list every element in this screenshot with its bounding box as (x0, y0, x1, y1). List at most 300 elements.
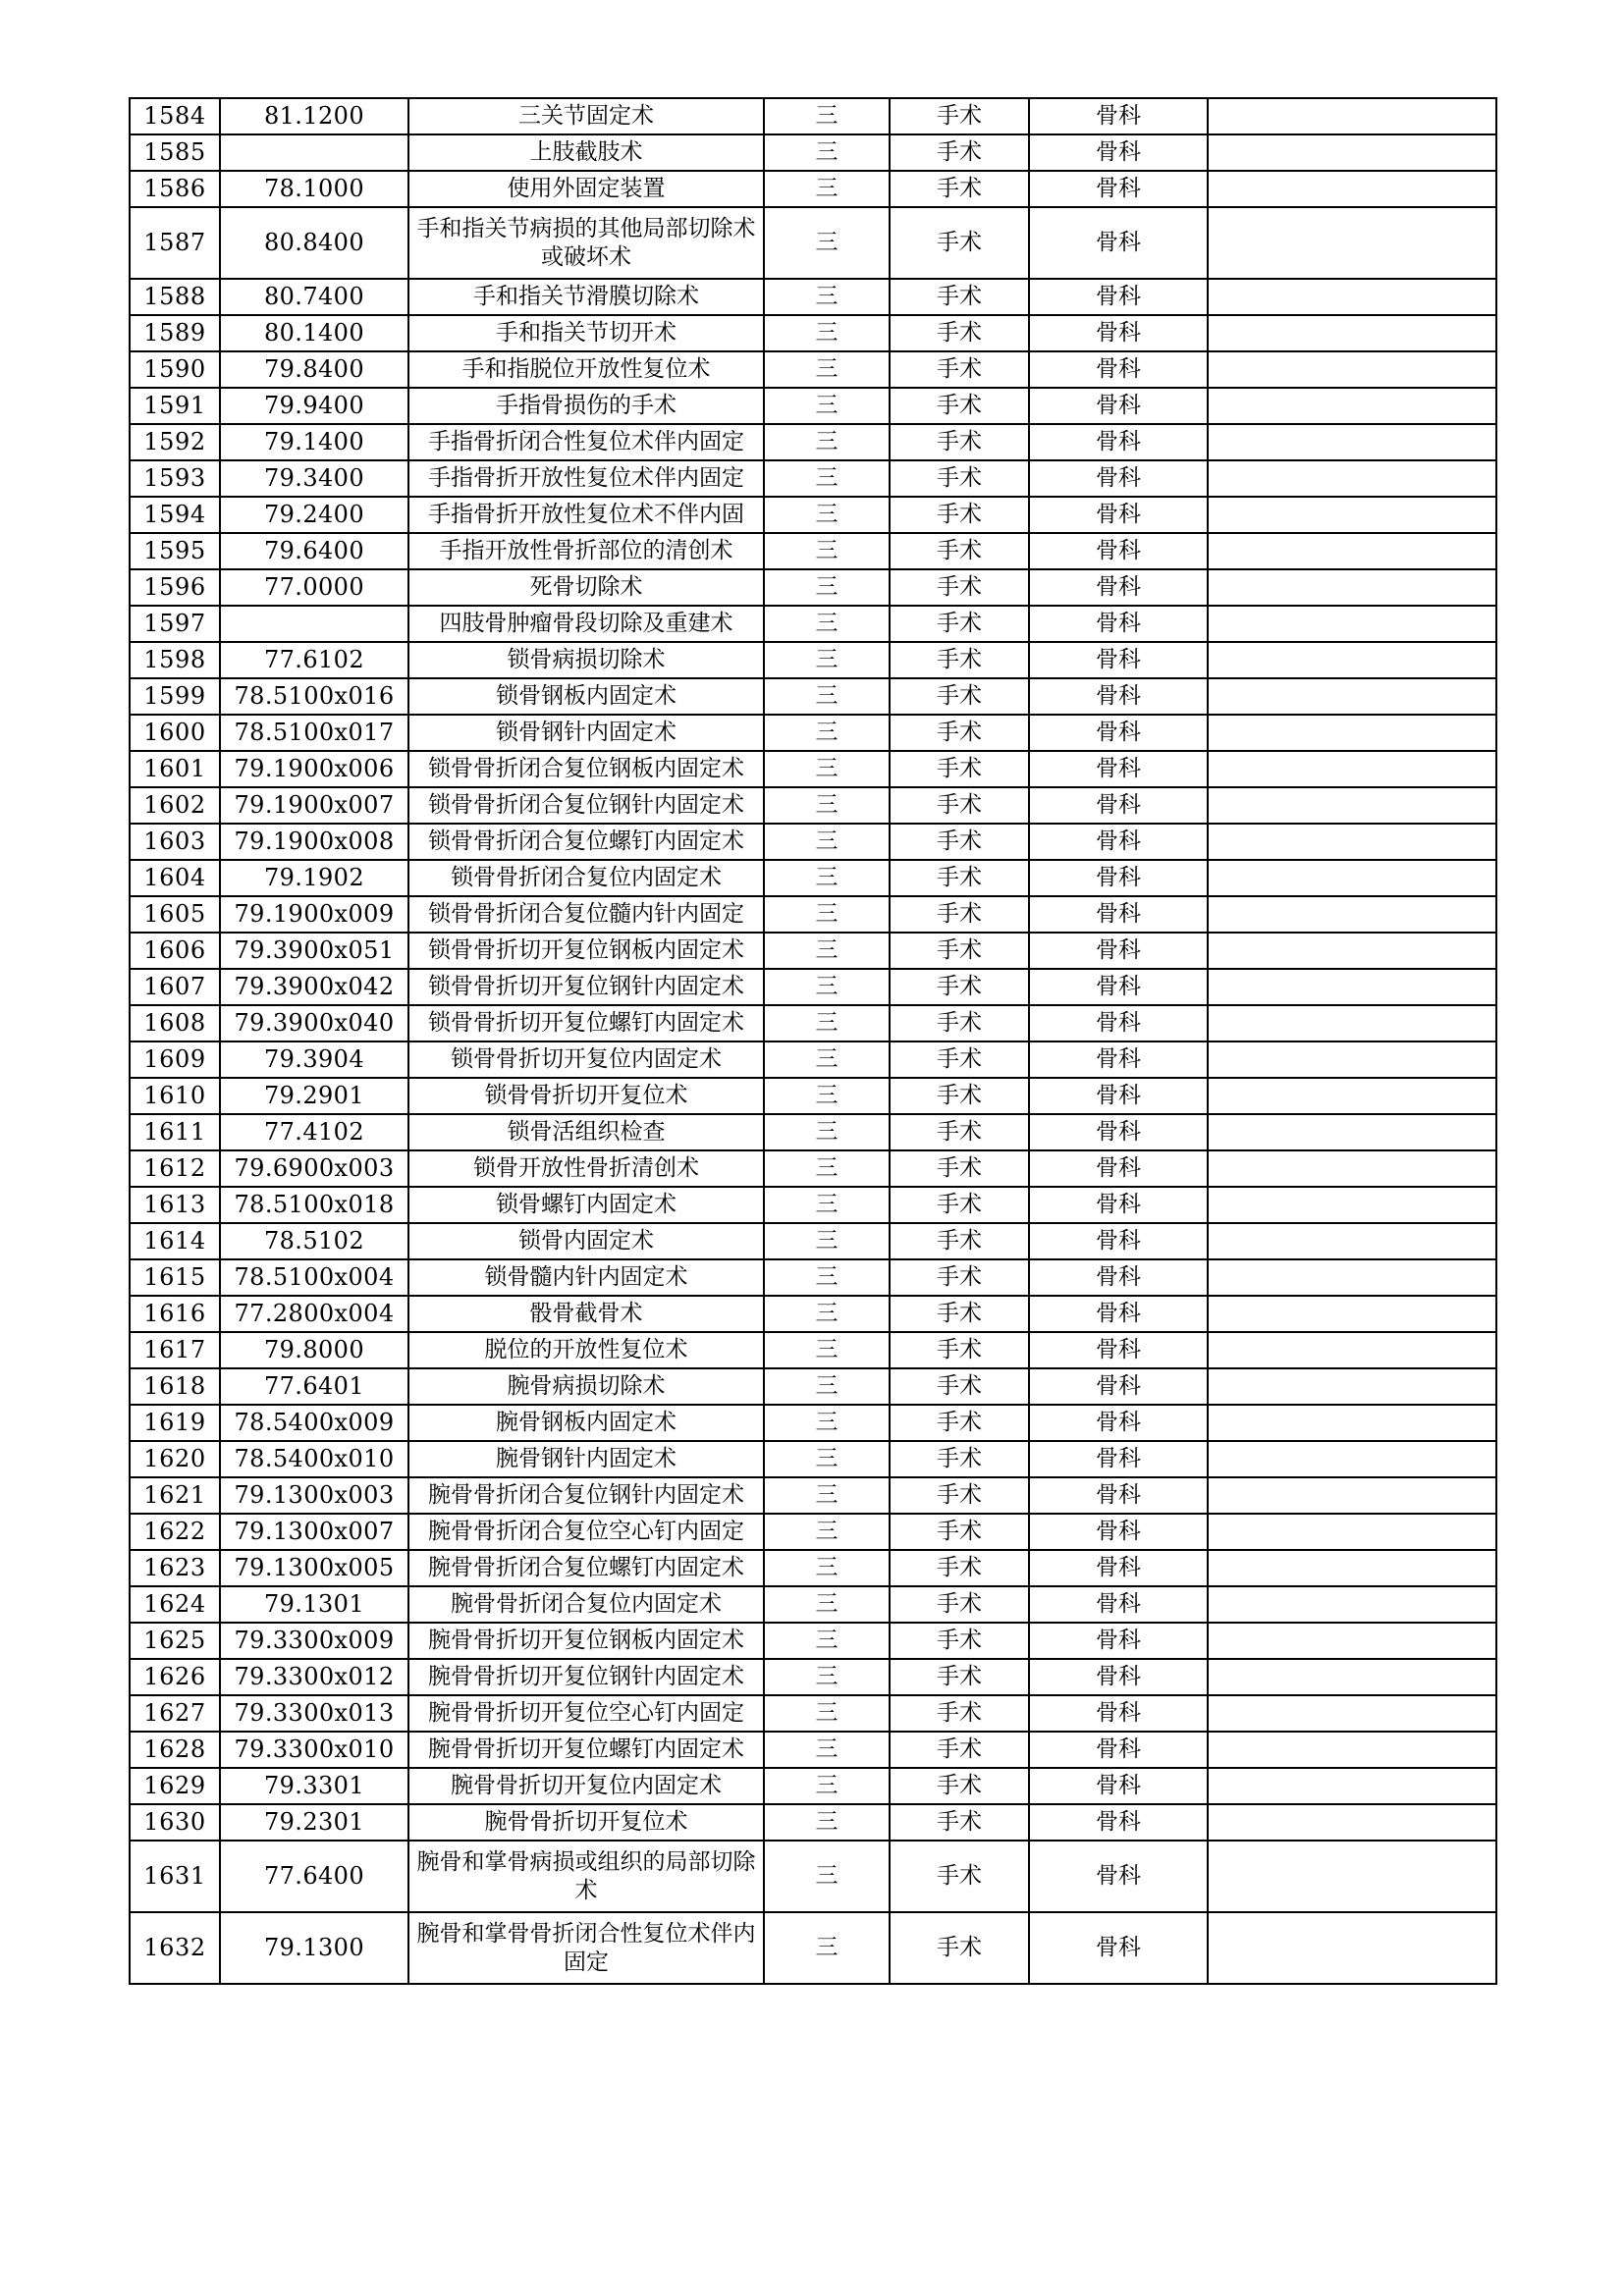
table-row (130, 1259, 1496, 1296)
table-row (130, 715, 1496, 751)
cell-type: 手术 (890, 569, 1029, 606)
cell-level: 三 (764, 1296, 890, 1332)
cell-department: 骨科 (1029, 569, 1208, 606)
cell-blank (1208, 171, 1496, 207)
cell-level: 三 (764, 1695, 890, 1732)
cell-procedure-name: 腕骨骨折切开复位内固定术 (408, 1768, 764, 1804)
cell-procedure-name: 锁骨病损切除术 (408, 642, 764, 678)
cell-department: 骨科 (1029, 533, 1208, 569)
table-row (130, 896, 1496, 933)
table-row (130, 315, 1496, 351)
cell-type: 手术 (890, 460, 1029, 497)
cell-type: 手术 (890, 606, 1029, 642)
cell-level: 三 (764, 1912, 890, 1984)
cell-type: 手术 (890, 171, 1029, 207)
table-row (130, 1477, 1496, 1514)
cell-procedure-code: 79.6400 (220, 533, 408, 569)
cell-sequence: 1604 (130, 860, 220, 896)
cell-type: 手术 (890, 1768, 1029, 1804)
cell-procedure-name: 锁骨骨折切开复位钢针内固定术 (408, 969, 764, 1005)
cell-procedure-code: 79.8000 (220, 1332, 408, 1368)
cell-blank (1208, 460, 1496, 497)
cell-sequence: 1593 (130, 460, 220, 497)
cell-procedure-code: 79.9400 (220, 388, 408, 424)
cell-sequence: 1598 (130, 642, 220, 678)
table-row (130, 1732, 1496, 1768)
cell-level: 三 (764, 642, 890, 678)
cell-blank (1208, 1041, 1496, 1078)
cell-blank (1208, 787, 1496, 824)
cell-procedure-code: 79.3300x009 (220, 1623, 408, 1659)
cell-level: 三 (764, 460, 890, 497)
cell-department: 骨科 (1029, 969, 1208, 1005)
cell-department: 骨科 (1029, 279, 1208, 315)
cell-department: 骨科 (1029, 1586, 1208, 1623)
table-container (129, 97, 1495, 1985)
cell-department: 骨科 (1029, 1296, 1208, 1332)
cell-blank (1208, 1005, 1496, 1041)
cell-department: 骨科 (1029, 1114, 1208, 1150)
table-row (130, 824, 1496, 860)
cell-procedure-code: 79.1300 (220, 1912, 408, 1984)
cell-type: 手术 (890, 1332, 1029, 1368)
cell-type: 手术 (890, 969, 1029, 1005)
cell-procedure-name: 锁骨骨折切开复位螺钉内固定术 (408, 1005, 764, 1041)
cell-blank (1208, 388, 1496, 424)
cell-procedure-code: 77.4102 (220, 1114, 408, 1150)
cell-blank (1208, 279, 1496, 315)
table-row (130, 533, 1496, 569)
table-row (130, 1659, 1496, 1695)
cell-procedure-name: 锁骨骨折切开复位术 (408, 1078, 764, 1114)
cell-department: 骨科 (1029, 1804, 1208, 1841)
cell-procedure-name: 腕骨病损切除术 (408, 1368, 764, 1405)
cell-level: 三 (764, 171, 890, 207)
cell-procedure-name: 手和指关节滑膜切除术 (408, 279, 764, 315)
cell-procedure-name: 腕骨骨折切开复位术 (408, 1804, 764, 1841)
table-row (130, 460, 1496, 497)
cell-procedure-name: 腕骨骨折切开复位钢针内固定术 (408, 1659, 764, 1695)
cell-procedure-code: 79.1900x009 (220, 896, 408, 933)
cell-type: 手术 (890, 1150, 1029, 1187)
cell-department: 骨科 (1029, 388, 1208, 424)
cell-level: 三 (764, 533, 890, 569)
table-row (130, 388, 1496, 424)
cell-blank (1208, 969, 1496, 1005)
cell-sequence: 1590 (130, 351, 220, 388)
cell-type: 手术 (890, 1912, 1029, 1984)
table-row (130, 1550, 1496, 1586)
cell-department: 骨科 (1029, 1332, 1208, 1368)
cell-sequence: 1599 (130, 678, 220, 715)
cell-procedure-code: 79.2901 (220, 1078, 408, 1114)
cell-blank (1208, 569, 1496, 606)
cell-department: 骨科 (1029, 171, 1208, 207)
table-row (130, 1187, 1496, 1223)
cell-sequence: 1609 (130, 1041, 220, 1078)
cell-type: 手术 (890, 1659, 1029, 1695)
cell-blank (1208, 533, 1496, 569)
cell-procedure-name: 脱位的开放性复位术 (408, 1332, 764, 1368)
cell-type: 手术 (890, 1368, 1029, 1405)
cell-procedure-code: 78.5100x016 (220, 678, 408, 715)
cell-department: 骨科 (1029, 933, 1208, 969)
cell-level: 三 (764, 98, 890, 134)
cell-level: 三 (764, 1586, 890, 1623)
surgical-procedure-table (129, 97, 1497, 1985)
cell-procedure-code: 79.3400 (220, 460, 408, 497)
cell-sequence: 1605 (130, 896, 220, 933)
cell-procedure-code: 78.5100x018 (220, 1187, 408, 1223)
cell-blank (1208, 933, 1496, 969)
cell-type: 手术 (890, 1550, 1029, 1586)
cell-sequence: 1596 (130, 569, 220, 606)
cell-department: 骨科 (1029, 1695, 1208, 1732)
table-body (130, 98, 1496, 1984)
cell-level: 三 (764, 1005, 890, 1041)
cell-procedure-code: 79.1300x007 (220, 1514, 408, 1550)
cell-blank (1208, 1623, 1496, 1659)
cell-type: 手术 (890, 1005, 1029, 1041)
cell-procedure-code: 80.1400 (220, 315, 408, 351)
cell-level: 三 (764, 1441, 890, 1477)
table-row (130, 860, 1496, 896)
cell-procedure-name: 腕骨骨折闭合复位钢针内固定术 (408, 1477, 764, 1514)
cell-sequence: 1584 (130, 98, 220, 134)
cell-blank (1208, 1441, 1496, 1477)
cell-procedure-code: 77.0000 (220, 569, 408, 606)
table-row (130, 787, 1496, 824)
cell-level: 三 (764, 569, 890, 606)
cell-level: 三 (764, 388, 890, 424)
cell-level: 三 (764, 1405, 890, 1441)
cell-level: 三 (764, 933, 890, 969)
cell-level: 三 (764, 751, 890, 787)
table-row (130, 1804, 1496, 1841)
cell-type: 手术 (890, 787, 1029, 824)
cell-procedure-name: 锁骨骨折闭合复位钢针内固定术 (408, 787, 764, 824)
cell-blank (1208, 98, 1496, 134)
table-row (130, 1768, 1496, 1804)
cell-procedure-code: 79.1301 (220, 1586, 408, 1623)
cell-level: 三 (764, 1841, 890, 1912)
cell-blank (1208, 1114, 1496, 1150)
table-row (130, 1296, 1496, 1332)
cell-procedure-name: 腕骨骨折切开复位钢板内固定术 (408, 1623, 764, 1659)
table-row (130, 1332, 1496, 1368)
cell-procedure-code: 79.1900x007 (220, 787, 408, 824)
cell-type: 手术 (890, 207, 1029, 279)
cell-level: 三 (764, 715, 890, 751)
cell-department: 骨科 (1029, 207, 1208, 279)
cell-type: 手术 (890, 134, 1029, 171)
cell-procedure-code: 79.1902 (220, 860, 408, 896)
cell-level: 三 (764, 315, 890, 351)
cell-department: 骨科 (1029, 678, 1208, 715)
cell-type: 手术 (890, 1296, 1029, 1332)
cell-level: 三 (764, 1768, 890, 1804)
cell-procedure-name: 手和指关节切开术 (408, 315, 764, 351)
cell-department: 骨科 (1029, 1078, 1208, 1114)
cell-sequence: 1624 (130, 1586, 220, 1623)
cell-procedure-name: 腕骨钢针内固定术 (408, 1441, 764, 1477)
cell-procedure-name: 手指骨折闭合性复位术伴内固定 (408, 424, 764, 460)
cell-level: 三 (764, 351, 890, 388)
cell-blank (1208, 1695, 1496, 1732)
cell-department: 骨科 (1029, 460, 1208, 497)
cell-sequence: 1613 (130, 1187, 220, 1223)
cell-procedure-name: 锁骨螺钉内固定术 (408, 1187, 764, 1223)
cell-blank (1208, 1405, 1496, 1441)
table-row (130, 678, 1496, 715)
cell-sequence: 1601 (130, 751, 220, 787)
cell-type: 手术 (890, 1441, 1029, 1477)
cell-procedure-name: 腕骨骨折闭合复位内固定术 (408, 1586, 764, 1623)
cell-sequence: 1630 (130, 1804, 220, 1841)
cell-sequence: 1614 (130, 1223, 220, 1259)
cell-type: 手术 (890, 1732, 1029, 1768)
cell-blank (1208, 1259, 1496, 1296)
cell-sequence: 1607 (130, 969, 220, 1005)
cell-sequence: 1626 (130, 1659, 220, 1695)
cell-procedure-code: 79.3900x042 (220, 969, 408, 1005)
cell-sequence: 1589 (130, 315, 220, 351)
cell-procedure-name: 手指骨损伤的手术 (408, 388, 764, 424)
table-row (130, 1514, 1496, 1550)
cell-level: 三 (764, 207, 890, 279)
table-row (130, 351, 1496, 388)
cell-level: 三 (764, 1332, 890, 1368)
cell-blank (1208, 678, 1496, 715)
cell-procedure-name: 骰骨截骨术 (408, 1296, 764, 1332)
cell-blank (1208, 606, 1496, 642)
cell-procedure-name: 四肢骨肿瘤骨段切除及重建术 (408, 606, 764, 642)
cell-department: 骨科 (1029, 424, 1208, 460)
cell-procedure-code: 79.1900x008 (220, 824, 408, 860)
cell-procedure-name: 腕骨骨折切开复位空心钉内固定 (408, 1695, 764, 1732)
cell-sequence: 1632 (130, 1912, 220, 1984)
cell-type: 手术 (890, 424, 1029, 460)
cell-department: 骨科 (1029, 1405, 1208, 1441)
cell-level: 三 (764, 1078, 890, 1114)
cell-level: 三 (764, 1259, 890, 1296)
cell-blank (1208, 1912, 1496, 1984)
table-row (130, 1114, 1496, 1150)
cell-department: 骨科 (1029, 1841, 1208, 1912)
cell-procedure-name: 锁骨骨折切开复位钢板内固定术 (408, 933, 764, 969)
cell-procedure-name: 上肢截肢术 (408, 134, 764, 171)
cell-blank (1208, 497, 1496, 533)
cell-sequence: 1623 (130, 1550, 220, 1586)
cell-procedure-name: 锁骨骨折切开复位内固定术 (408, 1041, 764, 1078)
cell-sequence: 1606 (130, 933, 220, 969)
cell-type: 手术 (890, 1841, 1029, 1912)
cell-sequence: 1597 (130, 606, 220, 642)
cell-sequence: 1585 (130, 134, 220, 171)
table-row (130, 1223, 1496, 1259)
cell-sequence: 1631 (130, 1841, 220, 1912)
cell-department: 骨科 (1029, 787, 1208, 824)
cell-type: 手术 (890, 642, 1029, 678)
cell-blank (1208, 1223, 1496, 1259)
cell-level: 三 (764, 787, 890, 824)
cell-procedure-code: 79.3300x013 (220, 1695, 408, 1732)
cell-sequence: 1595 (130, 533, 220, 569)
cell-procedure-name: 锁骨内固定术 (408, 1223, 764, 1259)
cell-sequence: 1588 (130, 279, 220, 315)
cell-type: 手术 (890, 678, 1029, 715)
cell-level: 三 (764, 134, 890, 171)
cell-procedure-name: 锁骨骨折闭合复位钢板内固定术 (408, 751, 764, 787)
cell-sequence: 1587 (130, 207, 220, 279)
cell-blank (1208, 1078, 1496, 1114)
table-row (130, 1005, 1496, 1041)
cell-type: 手术 (890, 497, 1029, 533)
cell-procedure-code: 78.5100x004 (220, 1259, 408, 1296)
cell-sequence: 1592 (130, 424, 220, 460)
cell-level: 三 (764, 896, 890, 933)
cell-department: 骨科 (1029, 1623, 1208, 1659)
cell-procedure-code: 77.2800x004 (220, 1296, 408, 1332)
cell-level: 三 (764, 1514, 890, 1550)
cell-department: 骨科 (1029, 1550, 1208, 1586)
cell-procedure-name: 腕骨和掌骨病损或组织的局部切除术 (408, 1841, 764, 1912)
cell-blank (1208, 1514, 1496, 1550)
cell-department: 骨科 (1029, 351, 1208, 388)
cell-procedure-name: 腕骨钢板内固定术 (408, 1405, 764, 1441)
cell-department: 骨科 (1029, 642, 1208, 678)
cell-type: 手术 (890, 1259, 1029, 1296)
table-row (130, 1041, 1496, 1078)
cell-procedure-code: 78.5400x009 (220, 1405, 408, 1441)
table-row (130, 1078, 1496, 1114)
cell-procedure-code: 79.3904 (220, 1041, 408, 1078)
cell-sequence: 1622 (130, 1514, 220, 1550)
cell-procedure-name: 锁骨髓内针内固定术 (408, 1259, 764, 1296)
cell-procedure-code: 79.1300x005 (220, 1550, 408, 1586)
cell-procedure-name: 手指骨折开放性复位术不伴内固 (408, 497, 764, 533)
cell-department: 骨科 (1029, 1041, 1208, 1078)
cell-sequence: 1591 (130, 388, 220, 424)
cell-sequence: 1612 (130, 1150, 220, 1187)
table-row (130, 1912, 1496, 1984)
cell-procedure-name: 手指开放性骨折部位的清创术 (408, 533, 764, 569)
cell-sequence: 1594 (130, 497, 220, 533)
cell-type: 手术 (890, 1041, 1029, 1078)
cell-type: 手术 (890, 715, 1029, 751)
cell-procedure-code: 80.8400 (220, 207, 408, 279)
table-row (130, 933, 1496, 969)
cell-type: 手术 (890, 896, 1029, 933)
cell-sequence: 1602 (130, 787, 220, 824)
cell-type: 手术 (890, 315, 1029, 351)
cell-procedure-code (220, 134, 408, 171)
table-row (130, 279, 1496, 315)
cell-sequence: 1600 (130, 715, 220, 751)
cell-procedure-name: 腕骨骨折切开复位螺钉内固定术 (408, 1732, 764, 1768)
table-row (130, 1841, 1496, 1912)
cell-procedure-code: 79.1900x006 (220, 751, 408, 787)
cell-department: 骨科 (1029, 751, 1208, 787)
cell-type: 手术 (890, 1187, 1029, 1223)
cell-type: 手术 (890, 533, 1029, 569)
cell-department: 骨科 (1029, 1732, 1208, 1768)
cell-level: 三 (764, 1659, 890, 1695)
cell-type: 手术 (890, 279, 1029, 315)
cell-department: 骨科 (1029, 497, 1208, 533)
cell-level: 三 (764, 497, 890, 533)
cell-department: 骨科 (1029, 1187, 1208, 1223)
cell-type: 手术 (890, 1223, 1029, 1259)
table-row (130, 207, 1496, 279)
cell-blank (1208, 351, 1496, 388)
cell-blank (1208, 1296, 1496, 1332)
table-row (130, 1623, 1496, 1659)
cell-department: 骨科 (1029, 1477, 1208, 1514)
cell-blank (1208, 642, 1496, 678)
cell-level: 三 (764, 1150, 890, 1187)
table-row (130, 751, 1496, 787)
cell-blank (1208, 1150, 1496, 1187)
cell-department: 骨科 (1029, 715, 1208, 751)
cell-procedure-name: 三关节固定术 (408, 98, 764, 134)
cell-procedure-code: 81.1200 (220, 98, 408, 134)
cell-procedure-code: 78.1000 (220, 171, 408, 207)
cell-department: 骨科 (1029, 1659, 1208, 1695)
cell-procedure-code: 77.6400 (220, 1841, 408, 1912)
cell-department: 骨科 (1029, 1223, 1208, 1259)
cell-blank (1208, 315, 1496, 351)
cell-level: 三 (764, 860, 890, 896)
cell-type: 手术 (890, 1405, 1029, 1441)
cell-procedure-code: 79.2400 (220, 497, 408, 533)
cell-department: 骨科 (1029, 606, 1208, 642)
cell-sequence: 1615 (130, 1259, 220, 1296)
cell-procedure-name: 死骨切除术 (408, 569, 764, 606)
cell-level: 三 (764, 279, 890, 315)
cell-procedure-name: 腕骨骨折闭合复位空心钉内固定 (408, 1514, 764, 1550)
cell-blank (1208, 1659, 1496, 1695)
cell-procedure-code: 79.6900x003 (220, 1150, 408, 1187)
cell-procedure-code: 78.5100x017 (220, 715, 408, 751)
cell-level: 三 (764, 1187, 890, 1223)
cell-procedure-name: 锁骨骨折闭合复位内固定术 (408, 860, 764, 896)
cell-procedure-name: 锁骨钢针内固定术 (408, 715, 764, 751)
cell-blank (1208, 896, 1496, 933)
cell-procedure-name: 使用外固定装置 (408, 171, 764, 207)
cell-department: 骨科 (1029, 1912, 1208, 1984)
cell-type: 手术 (890, 1477, 1029, 1514)
cell-blank (1208, 1332, 1496, 1368)
cell-procedure-name: 手指骨折开放性复位术伴内固定 (408, 460, 764, 497)
cell-blank (1208, 1841, 1496, 1912)
cell-blank (1208, 1732, 1496, 1768)
table-row (130, 642, 1496, 678)
cell-blank (1208, 1477, 1496, 1514)
cell-department: 骨科 (1029, 1441, 1208, 1477)
cell-type: 手术 (890, 351, 1029, 388)
cell-sequence: 1610 (130, 1078, 220, 1114)
cell-blank (1208, 824, 1496, 860)
cell-type: 手术 (890, 98, 1029, 134)
cell-sequence: 1621 (130, 1477, 220, 1514)
cell-type: 手术 (890, 1514, 1029, 1550)
cell-type: 手术 (890, 824, 1029, 860)
cell-procedure-code: 77.6401 (220, 1368, 408, 1405)
cell-type: 手术 (890, 1623, 1029, 1659)
cell-sequence: 1586 (130, 171, 220, 207)
cell-procedure-code: 79.1300x003 (220, 1477, 408, 1514)
